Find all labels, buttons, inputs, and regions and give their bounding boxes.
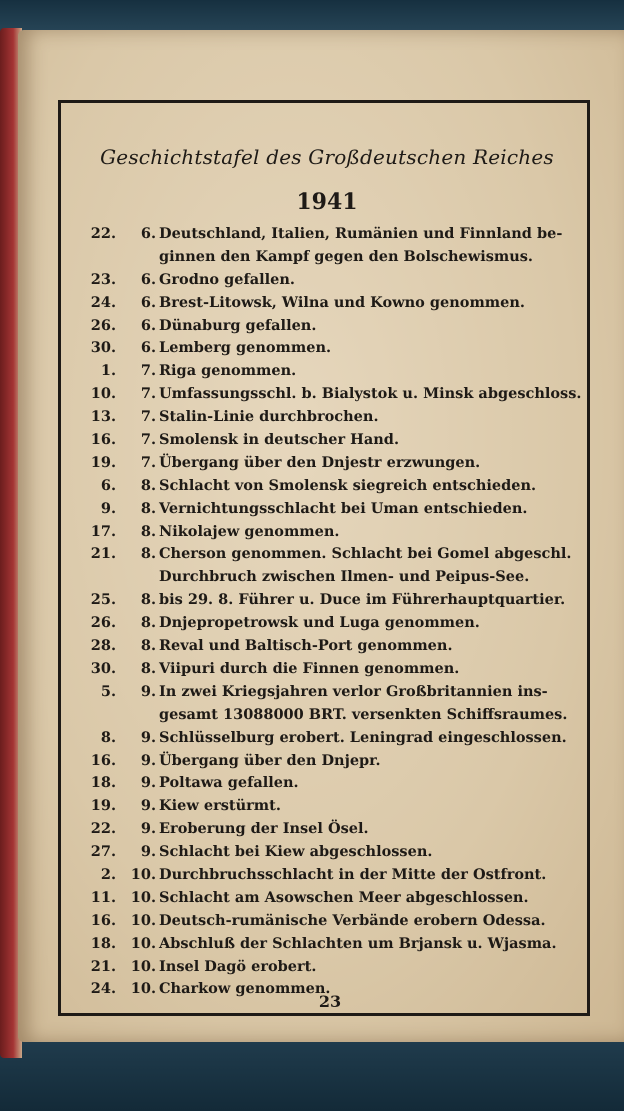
year-heading: 1941: [296, 189, 358, 215]
entry-day: 30.: [90, 339, 116, 357]
entry-month: 6.: [140, 225, 156, 242]
entry-text-line: Insel Dagö erobert.: [159, 957, 317, 975]
entry-text-line: Smolensk in deutscher Hand.: [159, 431, 399, 449]
chronology-entry: [61, 337, 593, 360]
entry-month: 7.: [140, 453, 156, 471]
entry-month: 7.: [140, 431, 156, 449]
entry-day: 19.: [90, 797, 116, 815]
entry-month: 6.: [140, 339, 156, 357]
entry-text: [159, 475, 593, 498]
chronology-entry: [61, 772, 593, 795]
entry-day: 6.: [100, 476, 116, 494]
entry-month: 7.: [140, 385, 156, 403]
entry-text: [159, 315, 593, 338]
entry-text: [159, 429, 593, 452]
entry-month: 6.: [140, 270, 156, 288]
entry-day: 18.: [90, 934, 116, 952]
entry-text: [159, 543, 593, 589]
entry-text-line: Viipuri durch die Finnen genommen.: [159, 659, 460, 677]
chronology-entry: [61, 360, 593, 383]
entry-day: 23.: [90, 270, 116, 288]
book-page: [18, 30, 624, 1042]
entry-month: 9.: [140, 843, 156, 861]
entry-text-line: Cherson genommen. Schlacht bei Gomel abgeschl.: [159, 545, 572, 563]
entry-month: 10.: [130, 888, 156, 906]
entry-text: [159, 337, 593, 360]
entry-text-line: Dünaburg gefallen.: [159, 316, 317, 334]
entry-day: 16.: [90, 431, 116, 449]
entry-text-line: Durchbruch zwischen Ilmen- und Peipus-See.: [159, 568, 530, 586]
entry-text-line: Riga genommen.: [159, 362, 297, 380]
chronology-entry: [61, 750, 593, 773]
entry-month: 8.: [140, 522, 156, 540]
entry-text-line: Schlacht am Asowschen Meer abgeschlossen.: [159, 888, 529, 906]
entry-text: [159, 589, 593, 612]
chronology-list: [61, 223, 593, 1001]
entry-text-line: Poltawa gefallen.: [159, 774, 299, 792]
entry-month: 10.: [130, 957, 156, 975]
entry-text-line: Charkow genommen.: [159, 980, 331, 998]
entry-month: 9.: [140, 728, 156, 746]
entry-day: 16.: [90, 751, 116, 769]
entry-text-line: Brest-Litowsk, Wilna und Kowno genommen.: [159, 293, 525, 311]
entry-text-line: Lemberg genommen.: [159, 339, 332, 357]
entry-text-line: Stalin-Linie durchbrochen.: [159, 408, 379, 426]
chronology-entry: [61, 521, 593, 544]
entry-text: [159, 612, 593, 635]
entry-text-line: In zwei Kriegsjahren verlor Großbritannien ins-: [159, 682, 548, 700]
chronology-entry: [61, 612, 593, 635]
entry-text-line: Reval und Baltisch-Port genommen.: [159, 637, 453, 655]
entry-day: 2.: [100, 865, 116, 883]
chronology-entry: [61, 727, 593, 750]
entry-text-line: bis 29. 8. Führer u. Duce im Führerhauptquartier.: [159, 591, 566, 609]
chronology-entry: [61, 795, 593, 818]
chronology-entry: [61, 269, 593, 292]
entry-day: 26.: [90, 614, 116, 632]
entry-text: [159, 864, 593, 887]
entry-day: 8.: [100, 728, 116, 746]
entry-text-line: Kiew erstürmt.: [159, 797, 281, 815]
entry-month: 9.: [140, 751, 156, 769]
chronology-entry: [61, 292, 593, 315]
entry-text: [159, 750, 593, 773]
entry-day: 18.: [90, 774, 116, 792]
entry-month: 8.: [140, 614, 156, 632]
entry-text: [159, 498, 593, 521]
chronology-entry: [61, 223, 593, 269]
entry-text: [159, 681, 593, 727]
chronology-entry: [61, 429, 593, 452]
entry-text: [159, 223, 593, 269]
chronology-entry: [61, 818, 593, 841]
entry-day: 28.: [90, 637, 116, 655]
entry-month: 10.: [130, 865, 156, 883]
chronology-frame: [58, 100, 590, 1016]
entry-text: [159, 772, 593, 795]
entry-month: 9.: [140, 774, 156, 792]
entry-text: [159, 887, 593, 910]
chronology-entry: [61, 956, 593, 979]
entry-text: [159, 383, 593, 406]
entry-month: 6.: [140, 293, 156, 311]
entry-month: 8.: [140, 591, 156, 609]
entry-day: 10.: [90, 385, 116, 403]
entry-text: [159, 521, 593, 544]
background-surface-bottom: [0, 1040, 624, 1111]
entry-text-line: Schlüsselburg erobert. Leningrad eingeschlossen.: [159, 728, 567, 746]
chronology-entry: [61, 383, 593, 406]
entry-text-line: Abschluß der Schlachten um Brjansk u. Wjasma.: [159, 934, 557, 952]
entry-day: 27.: [90, 843, 116, 861]
entry-day: 17.: [90, 522, 116, 540]
entry-month: 8.: [140, 659, 156, 677]
entry-month: 10.: [130, 980, 156, 998]
entry-month: 6.: [140, 316, 156, 334]
chronology-entry: [61, 887, 593, 910]
entry-month: 8.: [140, 545, 156, 563]
entry-text-line: Grodno gefallen.: [159, 270, 295, 288]
entry-text-line: Vernichtungsschlacht bei Uman entschieden.: [159, 499, 528, 517]
entry-month: 9.: [140, 682, 156, 700]
entry-day: 26.: [90, 316, 116, 334]
entry-text: [159, 795, 593, 818]
entry-text: [159, 452, 593, 475]
chronology-entry: [61, 910, 593, 933]
entry-text-line: Umfassungsschl. b. Bialystok u. Minsk abgeschloss.: [159, 385, 582, 403]
entry-day: 25.: [90, 591, 116, 609]
chronology-entry: [61, 841, 593, 864]
entry-day: 16.: [90, 911, 116, 929]
entry-text-line: Durchbruchsschlacht in der Mitte der Ostfront.: [159, 865, 547, 883]
entry-text-line: Deutsch-rumänische Verbände erobern Odessa.: [159, 911, 546, 929]
chronology-entry: [61, 543, 593, 589]
entry-text: [159, 841, 593, 864]
page-title: Geschichtstafel des Großdeutschen Reiches: [100, 145, 554, 169]
entry-text: [159, 956, 593, 979]
entry-day: 30.: [90, 659, 116, 677]
entry-text-line: Übergang über den Dnjepr.: [159, 751, 381, 769]
entry-text: [159, 658, 593, 681]
entry-month: 7.: [140, 362, 156, 380]
entry-text: [159, 406, 593, 429]
entry-text: [159, 269, 593, 292]
entry-text-line: Nikolajew genommen.: [159, 522, 340, 540]
entry-text-line: ginnen den Kampf gegen den Bolschewismus.: [159, 247, 533, 265]
entry-text: [159, 727, 593, 750]
entry-text: [159, 360, 593, 383]
chronology-entry: [61, 658, 593, 681]
entry-text-line: Eroberung der Insel Ösel.: [159, 820, 369, 838]
entry-day: 21.: [90, 545, 116, 563]
chronology-entry: [61, 475, 593, 498]
entry-month: 8.: [140, 637, 156, 655]
entry-month: 8.: [140, 499, 156, 517]
entry-day: 11.: [90, 888, 116, 906]
entry-month: 10.: [130, 911, 156, 929]
chronology-entry: [61, 452, 593, 475]
entry-text: [159, 910, 593, 933]
chronology-entry: [61, 864, 593, 887]
entry-day: 9.: [100, 499, 116, 517]
entry-day: 5.: [100, 682, 116, 700]
entry-text-line: Dnjepropetrowsk und Luga genommen.: [159, 614, 480, 632]
entry-text: [159, 292, 593, 315]
entry-month: 10.: [130, 934, 156, 952]
entry-text: [159, 635, 593, 658]
chronology-entry: [61, 406, 593, 429]
entry-text-line: Übergang über den Dnjestr erzwungen.: [159, 453, 481, 471]
entry-text-line: gesamt 13088000 BRT. versenkten Schiffsraumes.: [159, 705, 568, 723]
chronology-entry: [61, 498, 593, 521]
entry-text-line: Deutschland, Italien, Rumänien und Finnland be-: [159, 225, 563, 242]
chronology-entry: [61, 933, 593, 956]
entry-month: 9.: [140, 820, 156, 838]
entry-day: 19.: [90, 453, 116, 471]
entry-day: 22.: [90, 820, 116, 838]
entry-day: 1.: [100, 362, 116, 380]
entry-month: 9.: [140, 797, 156, 815]
chronology-entry: [61, 635, 593, 658]
entry-day: 24.: [90, 980, 116, 998]
entry-text-line: Schlacht bei Kiew abgeschlossen.: [159, 843, 433, 861]
page-number: 23: [318, 992, 342, 1011]
entry-day: 22.: [90, 225, 116, 242]
entry-day: 24.: [90, 293, 116, 311]
chronology-entry: [61, 315, 593, 338]
entry-text: [159, 933, 593, 956]
entry-text: [159, 818, 593, 841]
entry-day: 21.: [90, 957, 116, 975]
chronology-entry: [61, 681, 593, 727]
entry-text-line: Schlacht von Smolensk siegreich entschieden.: [159, 476, 537, 494]
chronology-entry: [61, 589, 593, 612]
entry-day: 13.: [90, 408, 116, 426]
entry-month: 7.: [140, 408, 156, 426]
entry-month: 8.: [140, 476, 156, 494]
